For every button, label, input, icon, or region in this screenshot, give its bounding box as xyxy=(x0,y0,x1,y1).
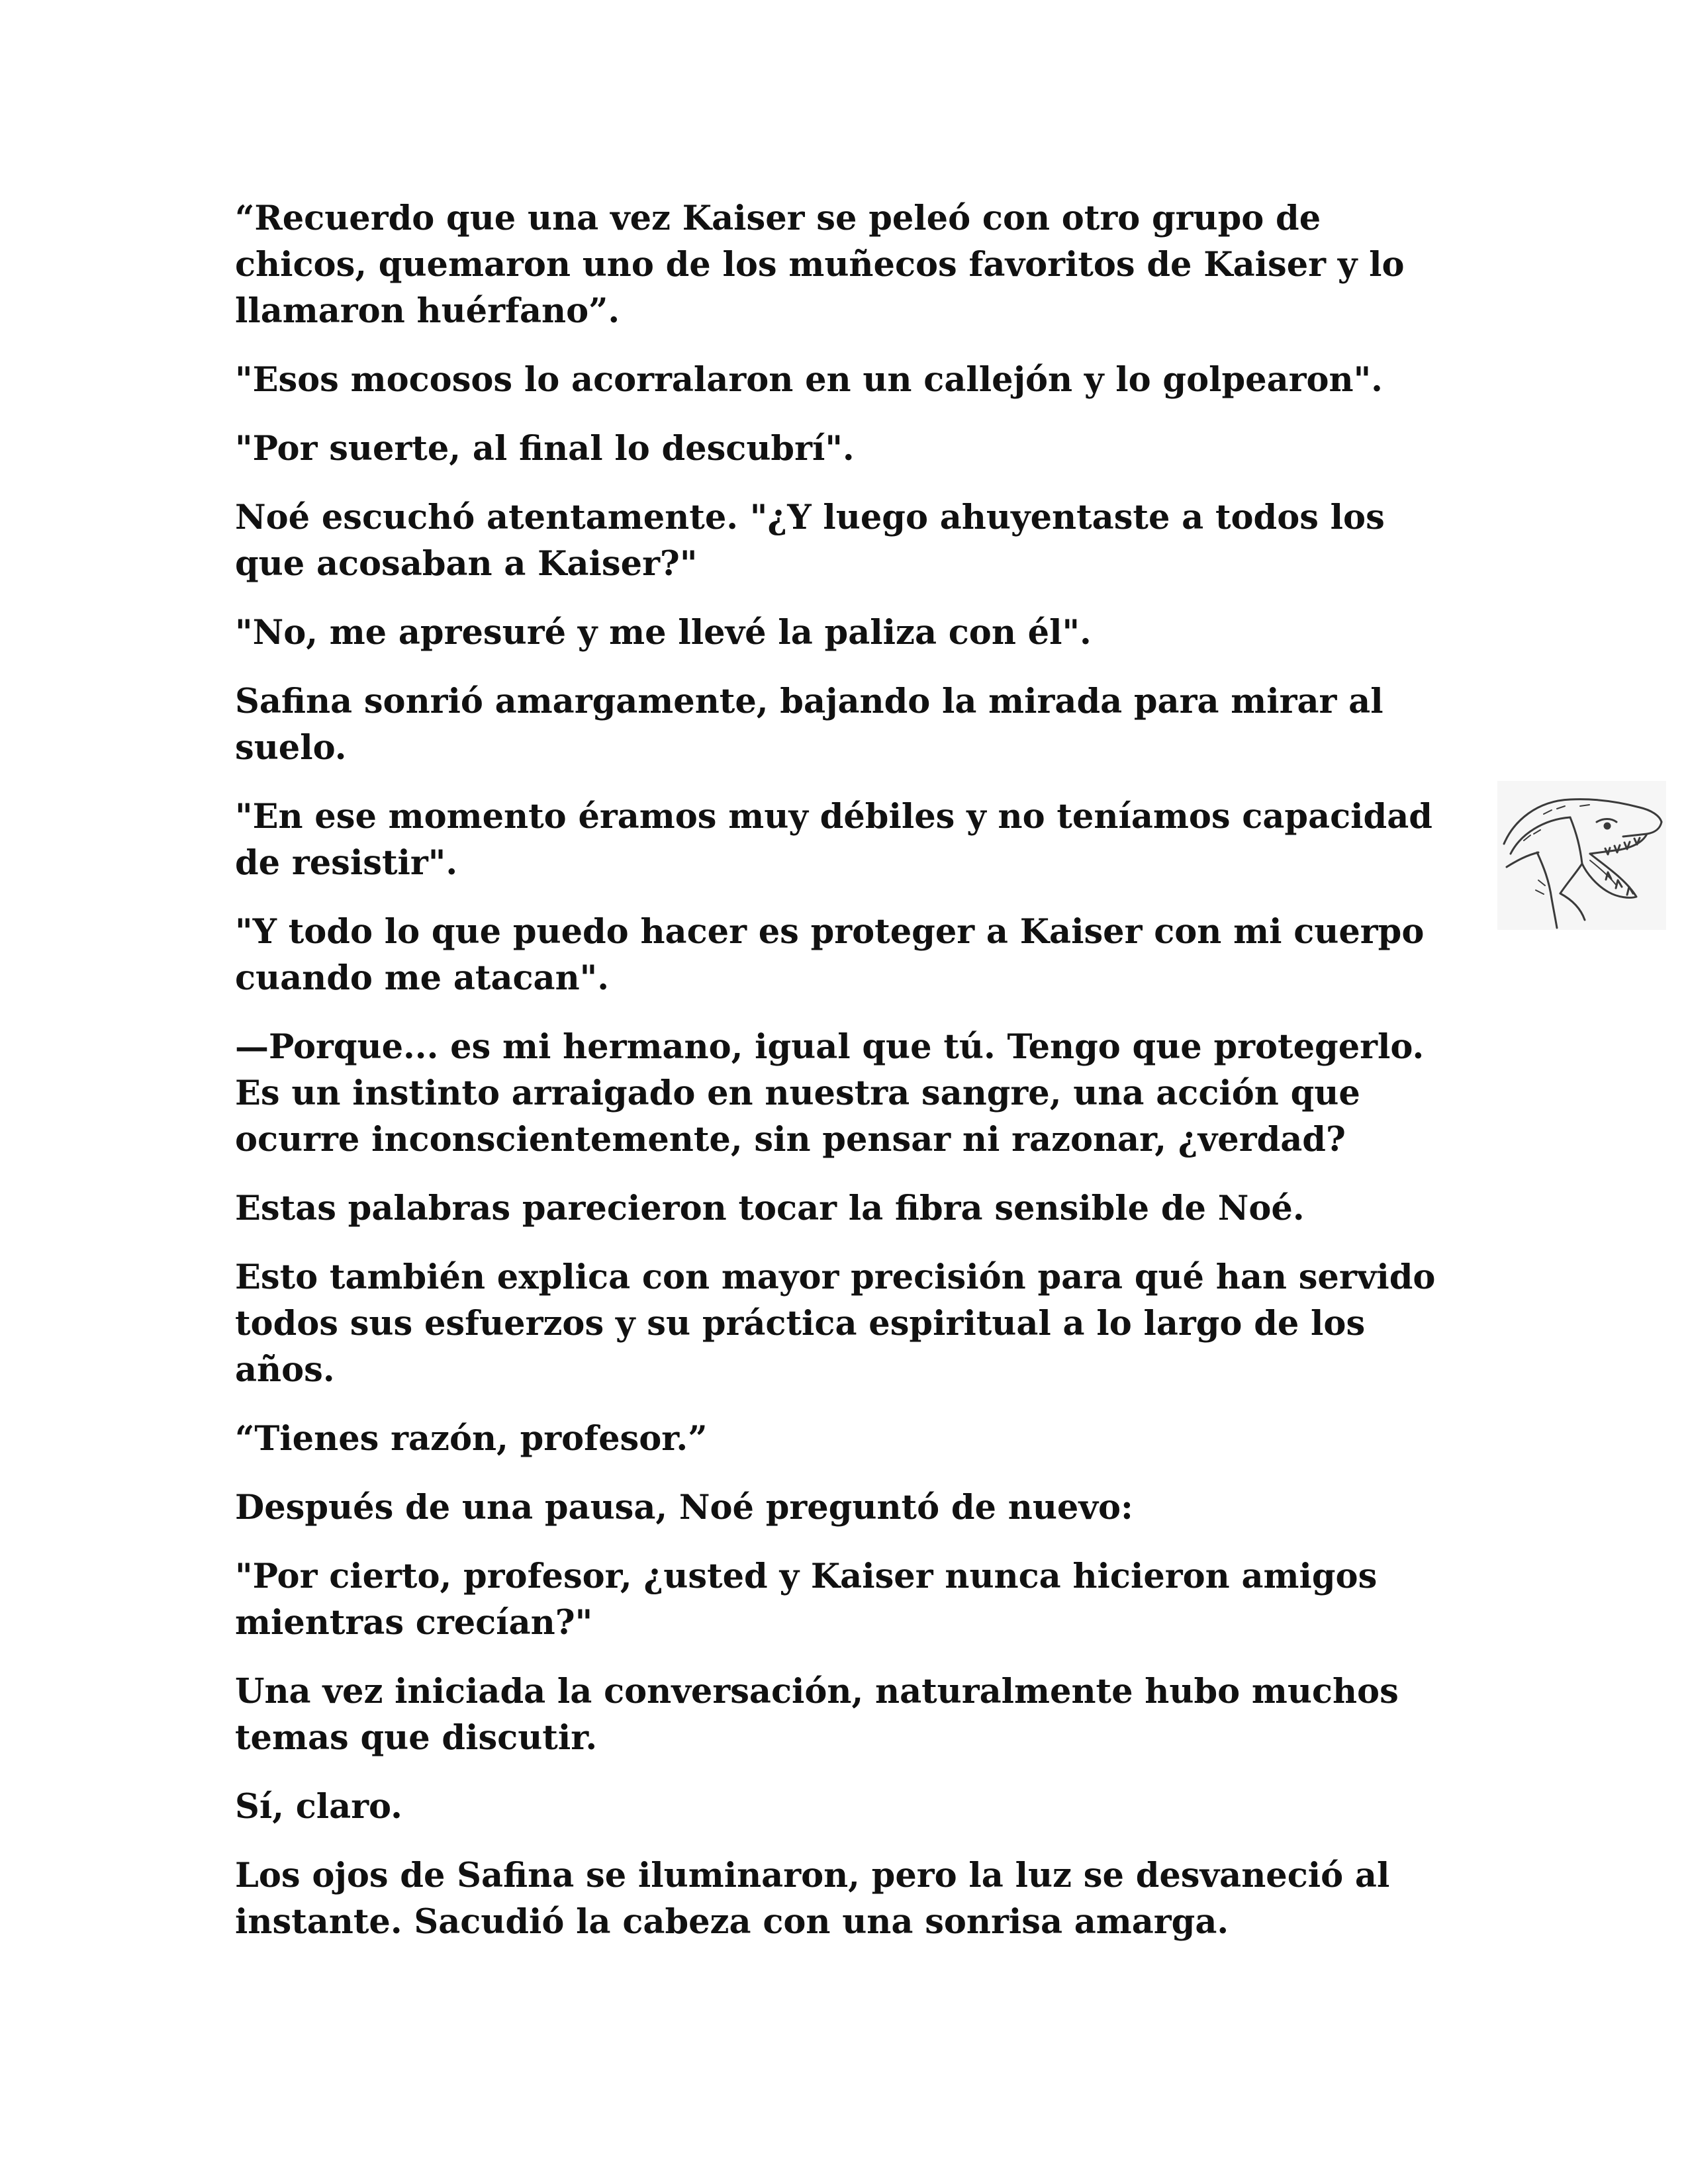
paragraph-12: “Tienes razón, profesor.” xyxy=(235,1419,708,1459)
paragraph-8: "Y todo lo que puedo hacer es proteger a Kaiser con mi cuerpo cuando me atacan". xyxy=(235,912,1425,998)
dinosaur-head-icon xyxy=(1497,781,1666,930)
paragraph-6: Safina sonrió amargamente, bajando la mirada para mirar al suelo. xyxy=(235,682,1383,768)
paragraph-4: Noé escuchó atentamente. "¿Y luego ahuyentaste a todos los que acosaban a Kaiser?" xyxy=(235,498,1385,584)
body-text xyxy=(235,195,1460,1968)
paragraph-2: "Esos mocosos lo acorralaron en un callejón y lo golpearon". xyxy=(235,360,1383,400)
paragraph-5: "No, me apresuré y me llevé la paliza con él". xyxy=(235,613,1092,653)
paragraph-11: Esto también explica con mayor precisión para qué han servido todos sus esfuerzos y su práctica espiritual a lo largo de los años. xyxy=(235,1257,1436,1390)
paragraph-13: Después de una pausa, Noé preguntó de nuevo: xyxy=(235,1488,1133,1527)
paragraph-15: Una vez iniciada la conversación, naturalmente hubo muchos temas que discutir. xyxy=(235,1672,1399,1758)
paragraph-1: “Recuerdo que una vez Kaiser se peleó con otro grupo de chicos, quemaron uno de los muñecos favoritos de Kaiser y lo llamaron huérfano”. xyxy=(235,199,1405,331)
paragraph-3: "Por suerte, al final lo descubrí". xyxy=(235,429,855,469)
paragraph-14: "Por cierto, profesor, ¿usted y Kaiser nunca hicieron amigos mientras crecían?" xyxy=(235,1557,1378,1643)
paragraph-10: Estas palabras parecieron tocar la fibra sensible de Noé. xyxy=(235,1189,1305,1228)
paragraph-7: "En ese momento éramos muy débiles y no teníamos capacidad de resistir". xyxy=(235,797,1432,883)
paragraph-17: Los ojos de Safina se iluminaron, pero la luz se desvaneció al instante. Sacudió la cabeza con una sonrisa amarga. xyxy=(235,1856,1390,1942)
paragraph-9: —Porque... es mi hermano, igual que tú. Tengo que protegerlo. Es un instinto arraigado en nuestra sangre, una acción que ocurre inconscientemente, sin pensar ni razonar, ¿verdad? xyxy=(235,1027,1425,1160)
paragraph-16: Sí, claro. xyxy=(235,1787,402,1827)
